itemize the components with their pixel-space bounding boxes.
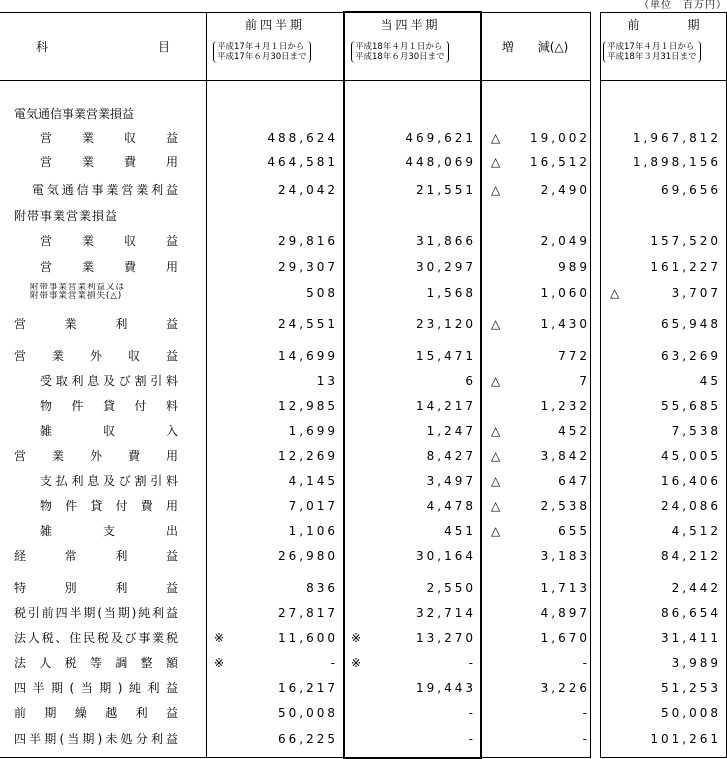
prev-fiscal-year-value: 24,086 — [661, 499, 721, 513]
prev-fiscal-year-value: 1,898,156 — [632, 155, 721, 169]
period-line: 平成18年３月31日まで — [607, 52, 697, 62]
table-row — [0, 178, 727, 202]
row-label: 営業利益 — [14, 317, 178, 331]
difference-value: 1,232 — [540, 399, 590, 413]
note-mark: ※ — [214, 656, 225, 670]
difference-value: 16,512 — [530, 155, 590, 169]
prev-quarter-value: 13 — [316, 374, 338, 388]
table-row — [0, 126, 727, 150]
prev-quarter-value: 16,217 — [278, 681, 338, 695]
row-label: 物件貸付費用 — [40, 499, 178, 513]
difference-value: 1,430 — [540, 317, 590, 331]
prev-fiscal-year-value: 2,442 — [671, 581, 721, 595]
current-quarter-value: 451 — [444, 524, 476, 538]
difference-value: 19,002 — [530, 131, 590, 145]
prev-quarter-value: 7,017 — [288, 499, 338, 513]
prev-quarter-value: 836 — [306, 581, 338, 595]
current-quarter-value: - — [468, 732, 476, 746]
row-label: 営業費用 — [40, 260, 178, 274]
row-label: 営業費用 — [40, 155, 178, 169]
difference-value: 1,060 — [540, 286, 590, 300]
row-label: 営業収益 — [40, 131, 178, 145]
decrease-mark: △ — [491, 317, 501, 331]
current-quarter-value: 21,551 — [416, 183, 476, 197]
row-label: 電気通信事業営業損益 — [14, 107, 135, 121]
current-quarter-value: 14,217 — [416, 399, 476, 413]
prev-fiscal-year-value: 7,538 — [671, 424, 721, 438]
row-label: 税引前四半期(当期)純利益 — [14, 606, 178, 620]
prev-quarter-value — [210, 106, 338, 122]
row-label: 営業外費用 — [14, 449, 178, 463]
decrease-mark: △ — [610, 286, 620, 300]
row-label: 営業外収益 — [14, 349, 178, 363]
row-label: 雑支出 — [40, 524, 178, 538]
table-row — [0, 727, 727, 751]
current-quarter-value: 13,270 — [416, 631, 476, 645]
prev-fiscal-year-value: 3,707 — [671, 286, 721, 300]
row-label: 前期繰越利益 — [14, 706, 178, 720]
table-top-border-fy — [600, 12, 727, 13]
difference-value: 655 — [558, 524, 590, 538]
row-label: 物件貸付料 — [40, 399, 178, 413]
decrease-mark: △ — [491, 524, 501, 538]
row-label: 電気通信事業営業利益 — [32, 183, 178, 197]
header-difference: 増 減(△) — [501, 40, 569, 54]
prev-fiscal-year-value: 55,685 — [661, 399, 721, 413]
prev-quarter-value: 27,817 — [278, 606, 338, 620]
current-quarter-value: 31,866 — [416, 234, 476, 248]
table-row — [0, 255, 727, 279]
row-label-line: 附帯事業営業利益又は — [30, 283, 126, 292]
prev-quarter-value: 24,042 — [278, 183, 338, 197]
prev-quarter-value: 11,600 — [278, 631, 338, 645]
prev-quarter-value — [210, 208, 338, 224]
prev-quarter-value: 50,008 — [278, 706, 338, 720]
row-label: 附帯事業営業損益 — [14, 209, 119, 223]
current-quarter-value: - — [468, 656, 476, 670]
header-prev-fiscal-year-period — [603, 41, 701, 63]
difference-value — [484, 208, 590, 224]
row-label: 法人税等調整額 — [14, 656, 178, 670]
table-row — [0, 651, 727, 675]
prev-quarter-value: 12,269 — [278, 449, 338, 463]
current-quarter-value: 30,297 — [416, 260, 476, 274]
difference-value: 452 — [558, 424, 590, 438]
prev-quarter-value: 464,581 — [267, 155, 338, 169]
table-row — [0, 676, 727, 700]
current-quarter-value — [347, 106, 476, 122]
decrease-mark: △ — [491, 449, 501, 463]
prev-fiscal-year-value: 63,269 — [661, 349, 721, 363]
row-label: 営業収益 — [40, 234, 178, 248]
difference-value: 647 — [558, 474, 590, 488]
prev-quarter-value: 12,985 — [278, 399, 338, 413]
prev-fiscal-year-value: 16,406 — [661, 474, 721, 488]
difference-value: 2,049 — [540, 234, 590, 248]
table-row — [0, 204, 727, 228]
table-row — [0, 281, 727, 305]
table-row — [0, 544, 727, 568]
note-mark: ※ — [351, 631, 362, 645]
difference-value — [484, 106, 590, 122]
difference-value: 3,226 — [540, 681, 590, 695]
row-label: 四半期(当期)純利益 — [14, 681, 178, 695]
row-label-line: 附帯事業営業損失(△) — [30, 291, 123, 301]
table-row — [0, 626, 727, 650]
decrease-mark: △ — [491, 499, 501, 513]
prev-quarter-value: 29,816 — [278, 234, 338, 248]
current-quarter-value: 448,069 — [405, 155, 476, 169]
prev-fiscal-year-value: 84,212 — [661, 549, 721, 563]
current-quarter-value: - — [468, 706, 476, 720]
prev-quarter-value: 1,106 — [288, 524, 338, 538]
current-quarter-value: 1,247 — [426, 424, 476, 438]
prev-quarter-value: 24,551 — [278, 317, 338, 331]
prev-fiscal-year-value: 157,520 — [650, 234, 721, 248]
table-row — [0, 312, 727, 336]
difference-value: 2,490 — [540, 183, 590, 197]
header-prev-fiscal-year: 前 期 — [627, 18, 700, 32]
header-prev-quarter: 前四半期 — [244, 18, 305, 32]
decrease-mark: △ — [491, 131, 501, 145]
prev-quarter-value: 508 — [306, 286, 338, 300]
table-row — [0, 369, 727, 393]
difference-value: 4,897 — [540, 606, 590, 620]
prev-quarter-value: 488,624 — [267, 131, 338, 145]
current-quarter-value: 8,427 — [426, 449, 476, 463]
table-row — [0, 394, 727, 418]
row-label: 特別利益 — [14, 581, 178, 595]
row-label: 雑収入 — [40, 424, 178, 438]
prev-fiscal-year-value — [605, 106, 721, 122]
difference-value: 3,842 — [540, 449, 590, 463]
table-row — [0, 494, 727, 518]
current-quarter-value: 4,478 — [426, 499, 476, 513]
prev-quarter-value: 66,225 — [278, 732, 338, 746]
difference-value: 772 — [558, 349, 590, 363]
current-quarter-value: 2,550 — [426, 581, 476, 595]
header-bottom-border — [0, 80, 590, 81]
note-mark: ※ — [351, 656, 362, 670]
period-line: 平成17年６月30日まで — [217, 52, 307, 62]
row-label — [30, 283, 206, 303]
prev-fiscal-year-value: 45 — [699, 374, 721, 388]
current-quarter-value: 6 — [465, 374, 476, 388]
table-row — [0, 469, 727, 493]
difference-value: - — [582, 732, 590, 746]
prev-fiscal-year-value: 1,967,812 — [632, 131, 721, 145]
prev-fiscal-year-value: 86,654 — [661, 606, 721, 620]
difference-value: 2,538 — [540, 499, 590, 513]
table-row — [0, 150, 727, 174]
prev-quarter-value: 29,307 — [278, 260, 338, 274]
decrease-mark: △ — [491, 374, 501, 388]
prev-fiscal-year-value: 101,261 — [650, 732, 721, 746]
current-quarter-value: 19,443 — [416, 681, 476, 695]
prev-quarter-value: 26,980 — [278, 549, 338, 563]
note-mark: ※ — [214, 631, 225, 645]
prev-fiscal-year-value: 3,989 — [671, 656, 721, 670]
prev-fiscal-year-value: 4,512 — [671, 524, 721, 538]
header-prev-quarter-period — [213, 41, 311, 63]
row-label: 受取利息及び割引料 — [40, 374, 178, 388]
prev-fiscal-year-value: 65,948 — [661, 317, 721, 331]
prev-fiscal-year-value: 45,005 — [661, 449, 721, 463]
table-row — [0, 701, 727, 725]
header-bottom-border-fy — [600, 80, 727, 81]
row-label: 法人税、住民税及び事業税 — [14, 631, 178, 645]
unit-label: （単位 百万円） — [639, 0, 727, 11]
current-quarter-value: 30,164 — [416, 549, 476, 563]
table-row — [0, 229, 727, 253]
current-quarter-value: 15,471 — [416, 349, 476, 363]
current-quarter-value: 32,714 — [416, 606, 476, 620]
row-label: 経常利益 — [14, 549, 178, 563]
prev-fiscal-year-value: 161,227 — [650, 260, 721, 274]
current-quarter-value: 23,120 — [416, 317, 476, 331]
current-quarter-value: 1,568 — [426, 286, 476, 300]
table-top-border — [0, 12, 590, 13]
difference-value: 7 — [579, 374, 590, 388]
prev-quarter-value: 14,699 — [278, 349, 338, 363]
row-label: 四半期(当期)未処分利益 — [14, 732, 178, 746]
table-row — [0, 601, 727, 625]
decrease-mark: △ — [491, 424, 501, 438]
difference-value: - — [582, 656, 590, 670]
decrease-mark: △ — [491, 183, 501, 197]
prev-fiscal-year-value: 50,008 — [661, 706, 721, 720]
table-row — [0, 344, 727, 368]
row-label: 支払利息及び割引料 — [40, 474, 178, 488]
table-row — [0, 444, 727, 468]
current-quarter-value: 3,497 — [426, 474, 476, 488]
current-quarter-value: 469,621 — [405, 131, 476, 145]
current-quarter-value — [347, 208, 476, 224]
difference-value: 1,713 — [540, 581, 590, 595]
period-line: 平成18年４月１日から — [355, 42, 443, 52]
difference-value: 1,670 — [540, 631, 590, 645]
difference-value: 3,183 — [540, 549, 590, 563]
prev-quarter-value: 4,145 — [288, 474, 338, 488]
period-line: 平成17年４月１日から — [607, 42, 695, 52]
difference-value: 989 — [558, 260, 590, 274]
table-row — [0, 519, 727, 543]
decrease-mark: △ — [491, 474, 501, 488]
header-item: 科 目 — [36, 40, 170, 54]
header-current-quarter-period — [351, 41, 449, 63]
prev-fiscal-year-value: 69,656 — [661, 183, 721, 197]
table-row — [0, 102, 727, 126]
table-row — [0, 576, 727, 600]
table-row — [0, 419, 727, 443]
prev-quarter-value: 1,699 — [288, 424, 338, 438]
prev-quarter-value: - — [330, 656, 338, 670]
decrease-mark: △ — [491, 155, 501, 169]
prev-fiscal-year-value — [605, 208, 721, 224]
period-line: 平成17年４月１日から — [217, 42, 305, 52]
period-line: 平成18年６月30日まで — [355, 52, 445, 62]
header-current-quarter: 当四半期 — [380, 18, 441, 32]
difference-value: - — [582, 706, 590, 720]
prev-fiscal-year-value: 31,411 — [661, 631, 721, 645]
prev-fiscal-year-value: 51,253 — [661, 681, 721, 695]
